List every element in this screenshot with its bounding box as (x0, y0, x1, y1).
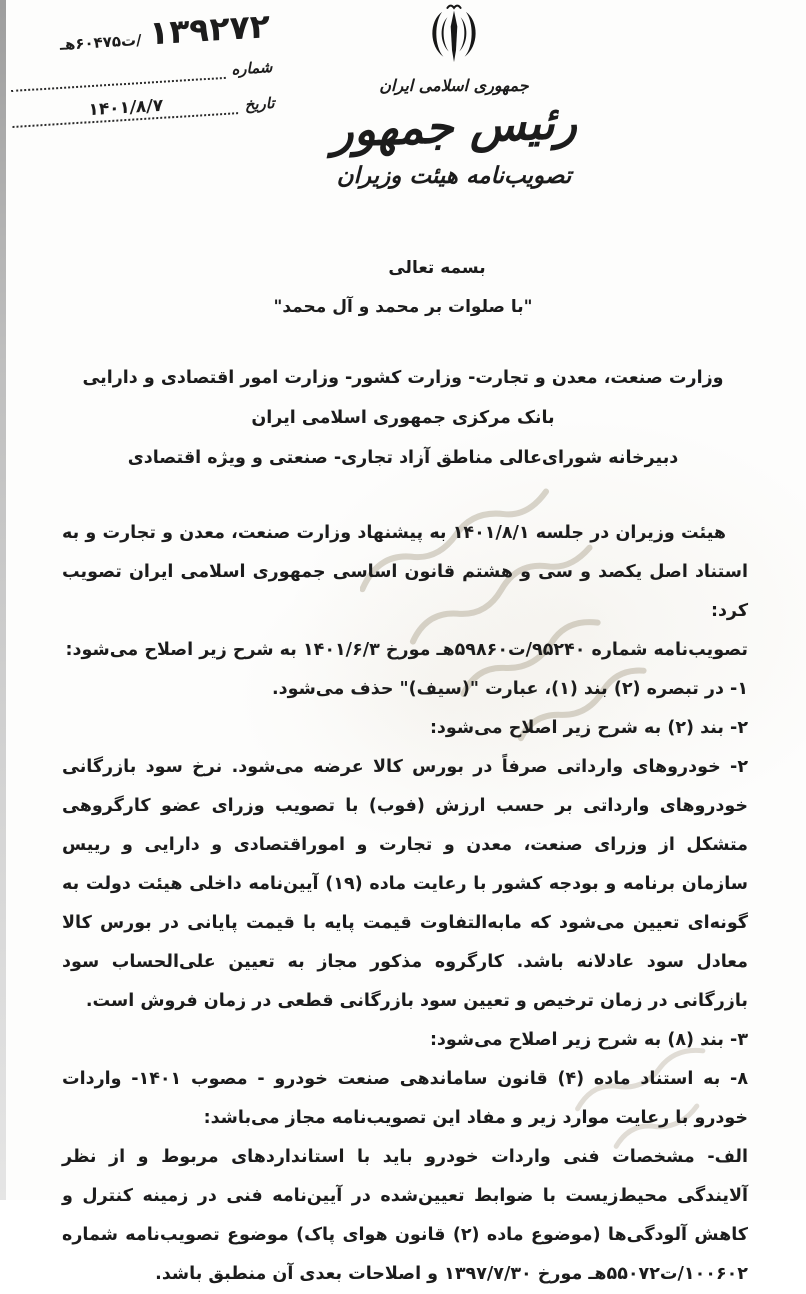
president-title: رئیس جمهور (330, 94, 578, 158)
date-label: تاریخ (244, 93, 275, 114)
document-type-title: تصویب‌نامه هیئت وزیران (336, 163, 572, 189)
salawat-line: "با صلوات بر محمد و آل محمد" (273, 297, 533, 317)
intro-paragraph: هیئت وزیران در جلسه ۱۴۰۱/۸/۱ به پیشنهاد وزارت صنعت، معدن و تجارت و به استناد اصل یکصد و سی و هشتم قانون اساسی جمهوری اسلامی ایران تصویب کرد: (62, 523, 748, 621)
clause-3-heading: ۳- بند (۸) به شرح زیر اصلاح می‌شود: (429, 1030, 748, 1050)
letter-number-handwritten: ۱۳۹۲۷۲ (148, 6, 270, 53)
addressee-line: وزارت صنعت، معدن و تجارت- وزارت کشور- وزارت امور اقتصادی و دارایی (82, 368, 724, 388)
letter-number-printed: /ت۶۰۴۷۵هـ (59, 30, 143, 54)
clause-2-text: ۲- خودروهای وارداتی صرفاً در بورس کالا عرضه می‌شود. نرخ سود بازرگانی خودروهای وارداتی بر حسب ارزش (فوب) با تصویب وزرای عضو کارگروهی متشکل از وزرای صنعت، معدن و تجارت و اموراقتصادی و دارایی و رییس سازمان برنامه و بودجه کشور با رعایت ماده (۱۹) آیین‌نامه داخلی هیئت دولت به گونه‌ای تعیین می‌شود که مابه‌التفاوت قیمت پایه با قیمت پایانی در بورس کالا معادل سود عادلانه باشد. کارگروه مذکور مجاز به تعیین علی‌الحساب سود بازرگانی در زمان ترخیص و تعیین سود بازرگانی قطعی در زمان فروش است. (62, 757, 748, 1011)
date-value-handwritten: ۱۴۰۱/۸/۷ (12, 91, 238, 128)
clause-8-text: ۸- به استناد ماده (۴) قانون ساماندهی صنعت خودرو - مصوب ۱۴۰۱- واردات خودرو با رعایت موارد زیر و مفاد این تصویب‌نامه مجاز می‌باشد: (62, 1069, 748, 1128)
addressees-block (0, 358, 806, 478)
addressee-line: دبیرخانه شورای‌عالی مناطق آزاد تجاری- صنعتی و ویژه اقتصادی (127, 448, 679, 468)
country-name: جمهوری اسلامی ایران (379, 76, 529, 95)
amendment-line: تصویب‌نامه شماره ۹۵۲۴۰/ت۵۹۸۶۰هـ مورخ ۱۴۰۱/۶/۳ به شرح زیر اصلاح می‌شود: (65, 640, 748, 660)
number-label: شماره (230, 58, 273, 79)
scan-edge-artifact (0, 0, 6, 1200)
invocation-block (0, 258, 806, 317)
clause-alef-text: الف- مشخصات فنی واردات خودرو باید با استانداردهای مربوط و از نظر آلایندگی محیط‌زیست با ضوابط تعیین‌شده در آیین‌نامه فنی در زمینه کنترل و کاهش آلودگی‌ها (موضوع ماده (۲) قانون هوای پاک) موضوع تصویب‌نامه شماره ۱۰۰۶۰۲/ت۵۵۰۷۲هـ مورخ ۱۳۹۷/۷/۳۰ و اصلاحات بعدی آن منطبق باشد. (62, 1147, 748, 1284)
letterhead (104, 4, 804, 189)
decree-body (62, 514, 748, 1294)
clause-2-heading: ۲- بند (۲) به شرح زیر اصلاح می‌شود: (429, 718, 748, 738)
iran-emblem-icon (417, 4, 491, 70)
clause-1: ۱- در تبصره (۲) بند (۱)، عبارت "(سیف)" حذف می‌شود. (271, 679, 748, 699)
addressee-line: بانک مرکزی جمهوری اسلامی ایران (251, 408, 555, 428)
bismillah-line: بسمه تعالی (388, 258, 486, 278)
